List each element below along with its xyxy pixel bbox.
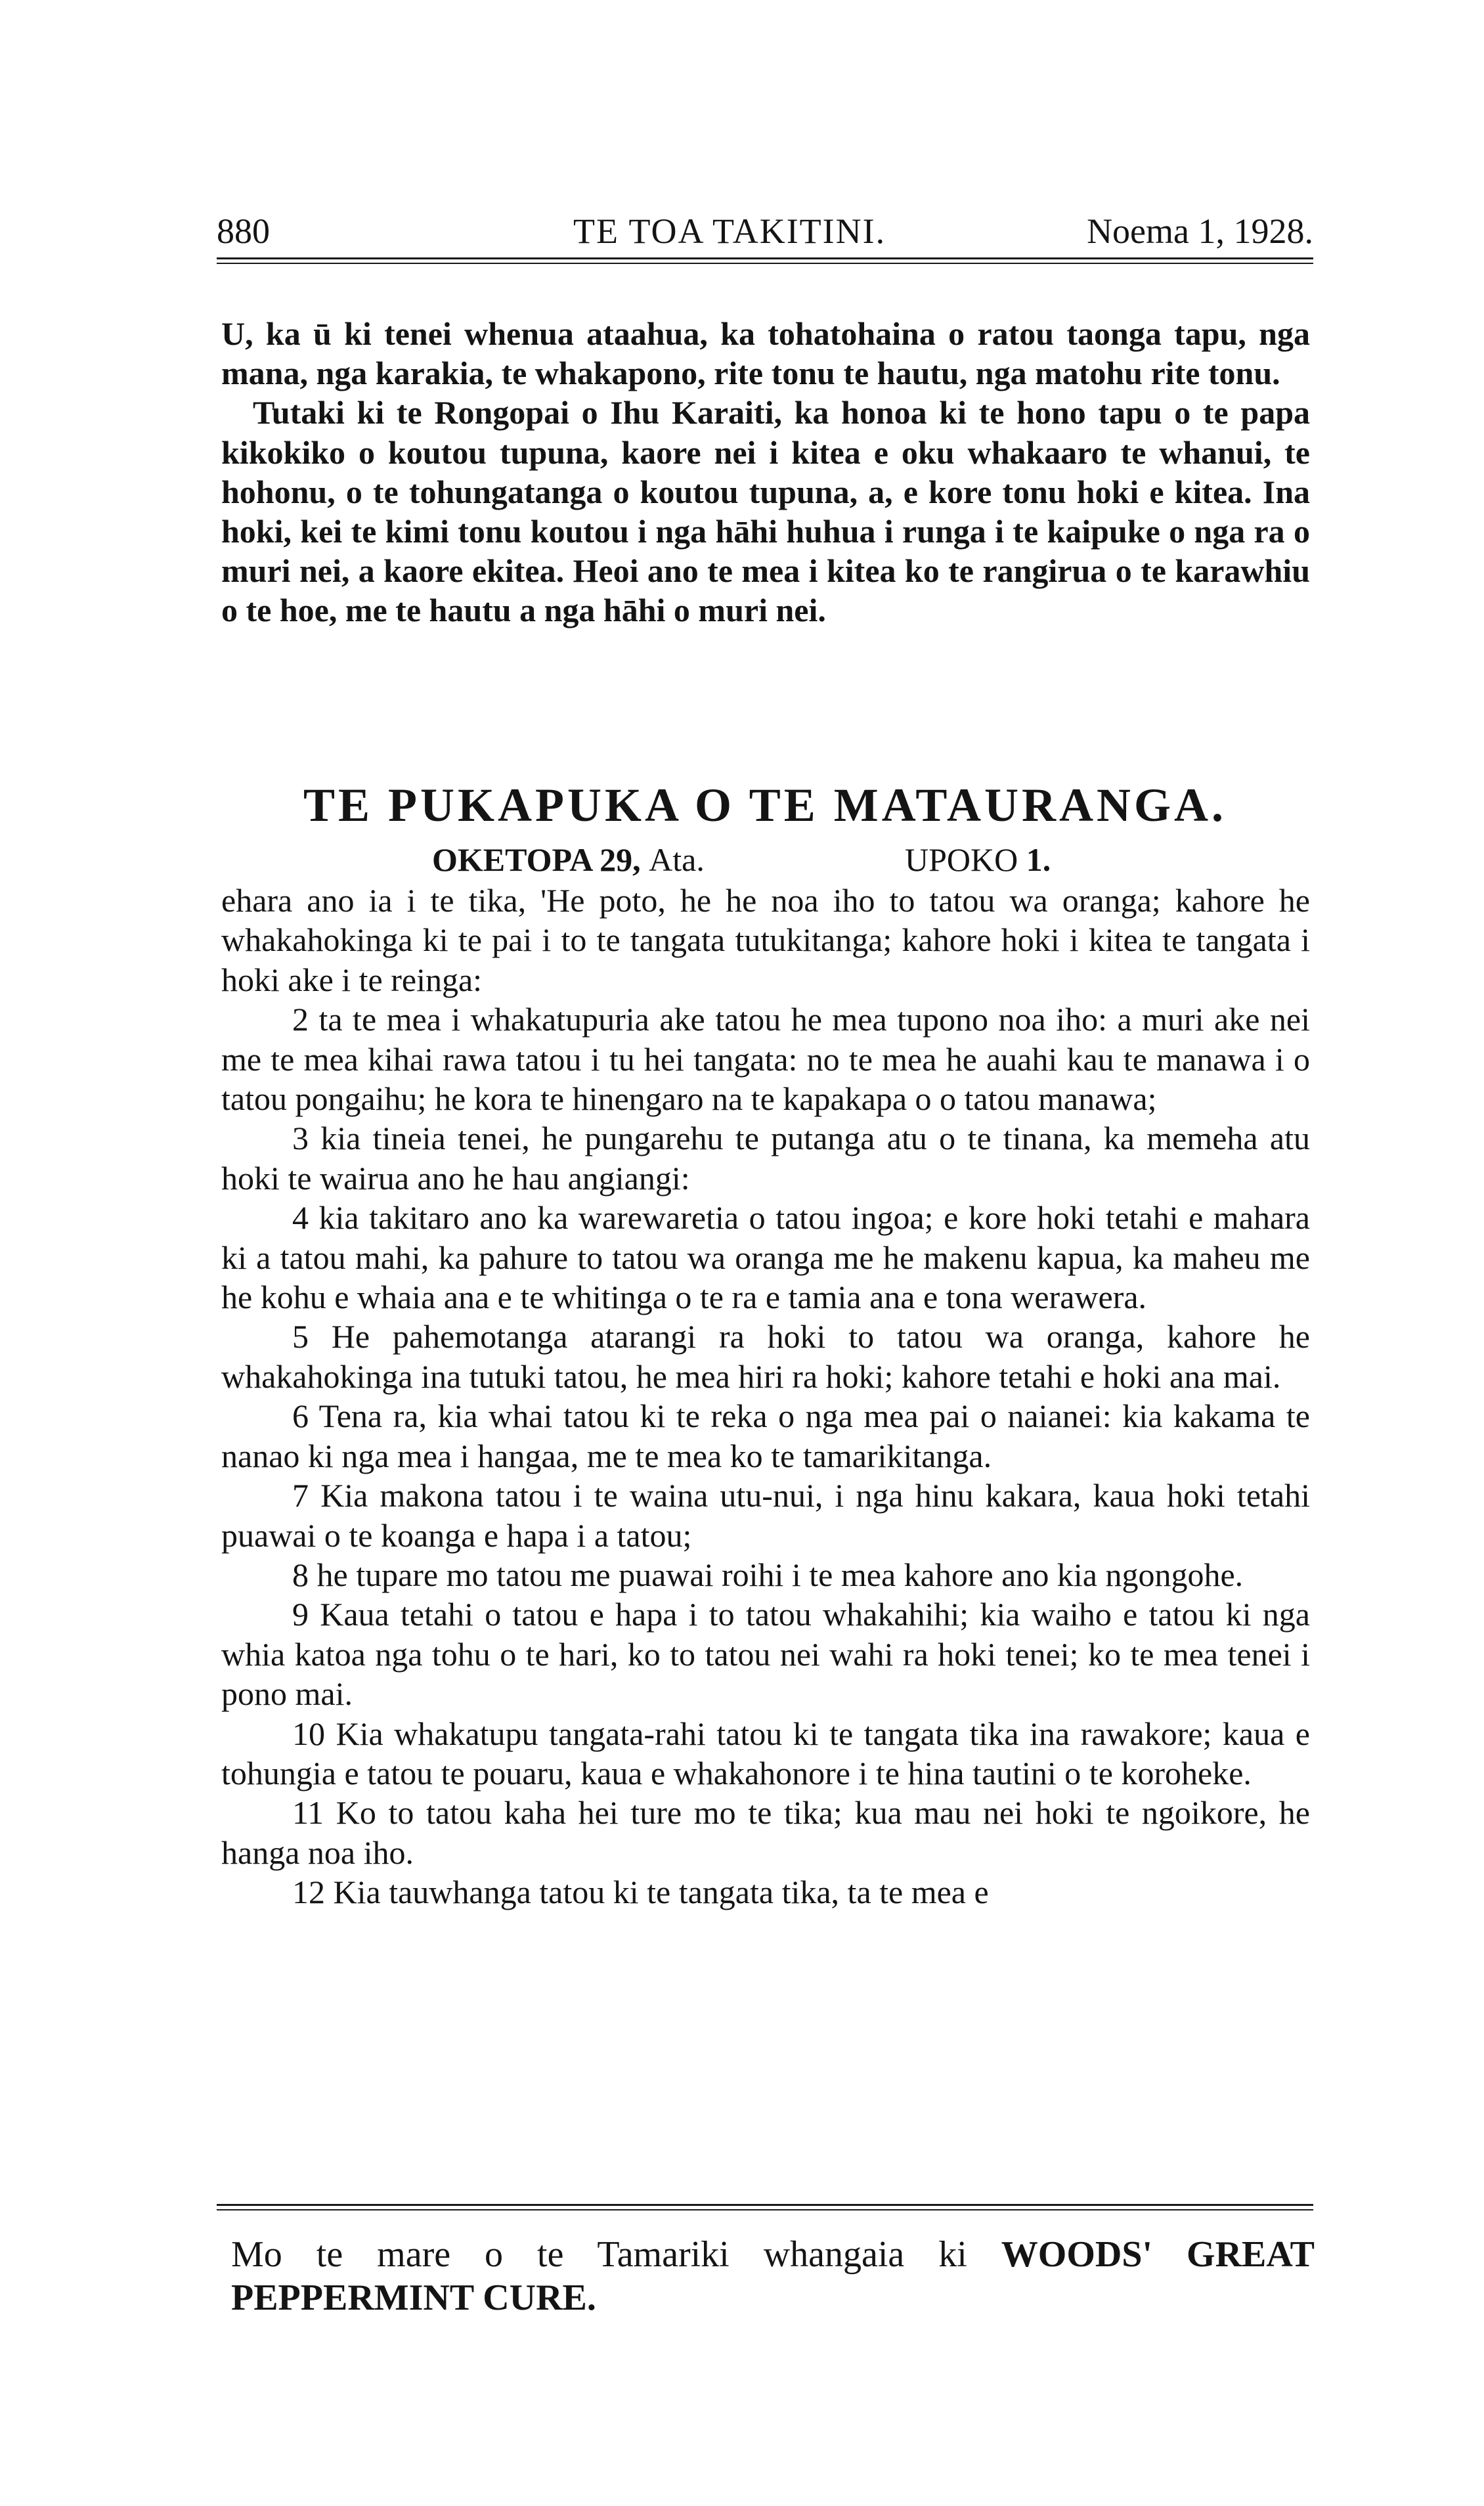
verse: 4 kia takitaro ano ka warewaretia o tatou ingoa; e kore hoki tetahi e mahara ki a tatou mahi, ka pahure to tatou wa oranga me he makenu kapua, ka maheu me he kohu e whaia ana e te whitinga o te ra e tamia ana e tona werawera. [221,1199,1310,1316]
verse: 5 He pahemotanga atarangi ra hoki to tatou wa oranga, kahore he whakahokinga ina tutuki tatou, he mea hiri ra hoki; kahore tetahi e hoki ana mai. [221,1318,1310,1395]
publication-title: TE TOA TAKITINI. [573,211,886,251]
lesson-date-text: OKETOPA 29, [432,841,641,878]
advert-text: Mo te mare o te Tamariki whangaia ki [231,2234,967,2275]
advert-product: WOODS' GREAT [1001,2234,1315,2275]
verse: 9 Kaua tetahi o tatou e hapa i to tatou whakahihi; kia waiho e tatou ki nga whia katoa nga tohu o te hari, ko to tatou nei wahi ra hoki tenei; ko te mea tenei i pono mai. [221,1596,1310,1713]
verse: 10 Kia whakatupu tangata-rahi tatou ki te tangata tika ina rawakore; kaua e tohungia e tatou te pouaru, kaua e whakahonore i te hina tautini o te koroheke. [221,1715,1310,1792]
verse: 6 Tena ra, kia whai tatou ki te reka o nga mea pai o naianei: kia kakama te nanao ki nga mea i hangaa, me te mea ko te tamarikitanga. [221,1397,1310,1474]
advert-product: PEPPERMINT CURE. [231,2277,596,2318]
verse: 11 Ko to tatou kaha hei ture mo te tika; kua mau nei hoki te ngoikore, he hanga noa iho. [221,1794,1310,1871]
verse-list [221,881,1310,1912]
page-number: 880 [217,211,270,251]
verse: 2 ta te mea i whakatupuria ake tatou he mea tupono noa iho: a muri ake nei me te mea kihai rawa tatou i tu hei tangata: no te mea he auahi kau te manawa i o tatou pongaihu; he kora te hinengaro na te kapakapa o o tatou manawa; [221,1001,1310,1118]
advertisement [231,2233,1315,2319]
lesson-subheading [217,839,1313,880]
header-rule-thick [217,257,1313,259]
issue-date: Noema 1, 1928. [1087,211,1313,251]
verse: 12 Kia tauwhanga tatou ki te tangata tika, ta te mea e [292,1874,989,1911]
verse: ehara ano ia i te tika, 'He poto, he he noa iho to tatou wa oranga; kahore he whakahokinga ki te pai i to te tangata tutukitanga; kahore hoki i kitea te tangata i hoki ake i te reinga: [221,882,1310,998]
chapter-label [905,839,1051,880]
chapter-label-text: UPOKO [905,841,1018,878]
intro-paragraph: U, ka ū ki tenei whenua ataahua, ka tohatohaina o ratou taonga tapu, nga mana, nga karakia, te whakapono, rite tonu te hautu, nga matohu rite tonu. [221,315,1310,392]
footer-rule-thick [217,2204,1313,2206]
verse: 8 he tupare mo tatou me puawai roihi i te mea kahore ano kia ngongohe. [292,1556,1244,1593]
verse: 3 kia tineia tenei, he pungarehu te putanga atu o te tinana, ka memeha atu hoki te wairua ano he hau angiangi: [221,1120,1310,1197]
intro-paragraph: Tutaki ki te Rongopai o Ihu Karaiti, ka honoa ki te hono tapu o te papa kikokiko o koutou tupuna, kaore nei i kitea e oku whakaaro te whanui, te hohonu, o te tohungatanga o koutou tupuna, a, e kore tonu hoki e kitea. Ina hoki, kei te kimi tonu koutou i nga hāhi huhua i runga i te kaipuke o nga ra o muri nei, a kaore ekitea. Heoi ano te mea i kitea ko te rangirua o te karawhiu o te hoe, me te hautu a nga hāhi o muri nei. [221,394,1310,629]
intro-text [221,314,1310,630]
chapter-number: 1. [1026,841,1051,878]
section-heading: TE PUKAPUKA O TE MATAURANGA. [303,779,1227,831]
verse: 7 Kia makona tatou i te waina utu-nui, i nga hinu kakara, kaua hoki tetahi puawai o te koanga e hapa i a tatou; [221,1477,1310,1554]
header-rule-thin [217,263,1313,264]
lesson-date [432,839,705,880]
lesson-date-suffix: Ata. [649,841,705,878]
footer-rule-thin [217,2209,1313,2210]
running-header [217,211,1313,251]
